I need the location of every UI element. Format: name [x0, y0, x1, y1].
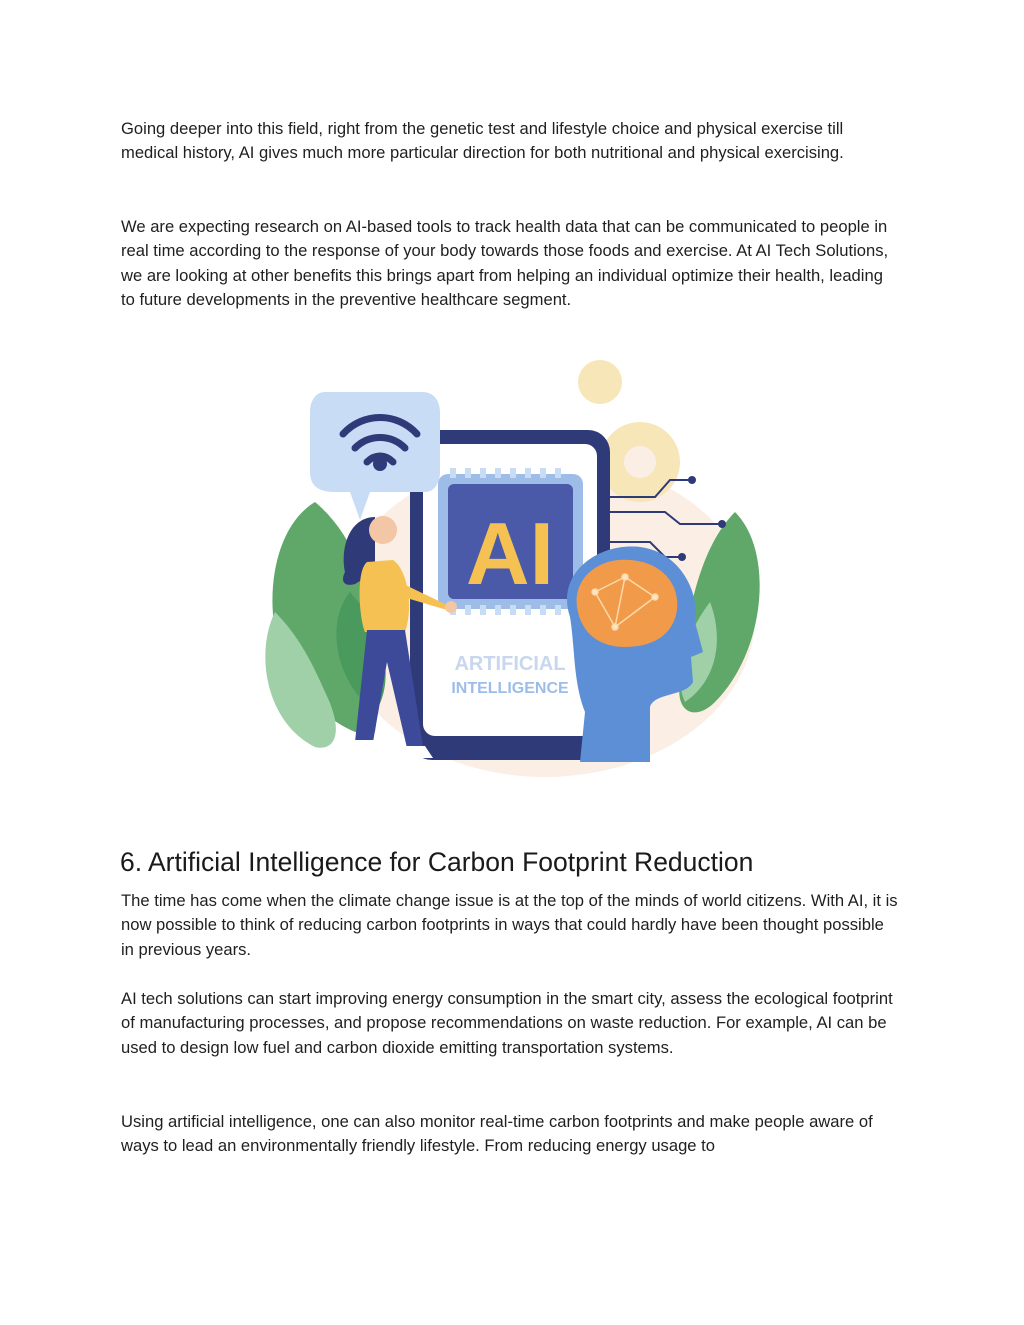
caption-intelligence: INTELLIGENCE: [451, 680, 569, 697]
paragraph-personalized-health: Going deeper into this field, right from the genetic test and lifestyle choice and physical exercise till medical history, AI gives much more particular direction for both nutritional and physical exercising.: [121, 119, 844, 163]
section-heading: 6. Artificial Intelligence for Carbon Footprint Reduction: [120, 847, 754, 877]
ai-illustration: [255, 352, 765, 788]
paragraph-smart-city: AI tech solutions can start improving energy consumption in the smart city, assess the ecological footprint of manufacturing processes, and propose recommendations on waste reduction. For example, AI can be used to design low fuel and carbon dioxide emitting transportation systems.: [121, 989, 893, 1057]
brain-icon: [577, 560, 678, 647]
wifi-dot: [373, 457, 387, 471]
paragraph-health-tracking: We are expecting research on AI-based tools to track health data that can be communicated to people in real time according to the response of your body towards those foods and exercise. At AI Tech Solutions, we are looking at other benefits this brings apart from helping an individual optimize their health, leading to future developments in the preventive healthcare segment.: [121, 217, 889, 310]
chip-label: AI: [466, 504, 554, 603]
paragraph-climate-change: The time has come when the climate change issue is at the top of the minds of world citizens. With AI, it is now possible to think of reducing carbon footprints in ways that could hardly have been thought possible in previous years.: [121, 891, 898, 959]
caption-artificial: ARTIFICIAL: [454, 653, 566, 675]
paragraph-carbon-monitoring: Using artificial intelligence, one can also monitor real-time carbon footprints and make people aware of ways to lead an environmentally friendly lifestyle. From reducing energy usage to: [121, 1112, 873, 1156]
